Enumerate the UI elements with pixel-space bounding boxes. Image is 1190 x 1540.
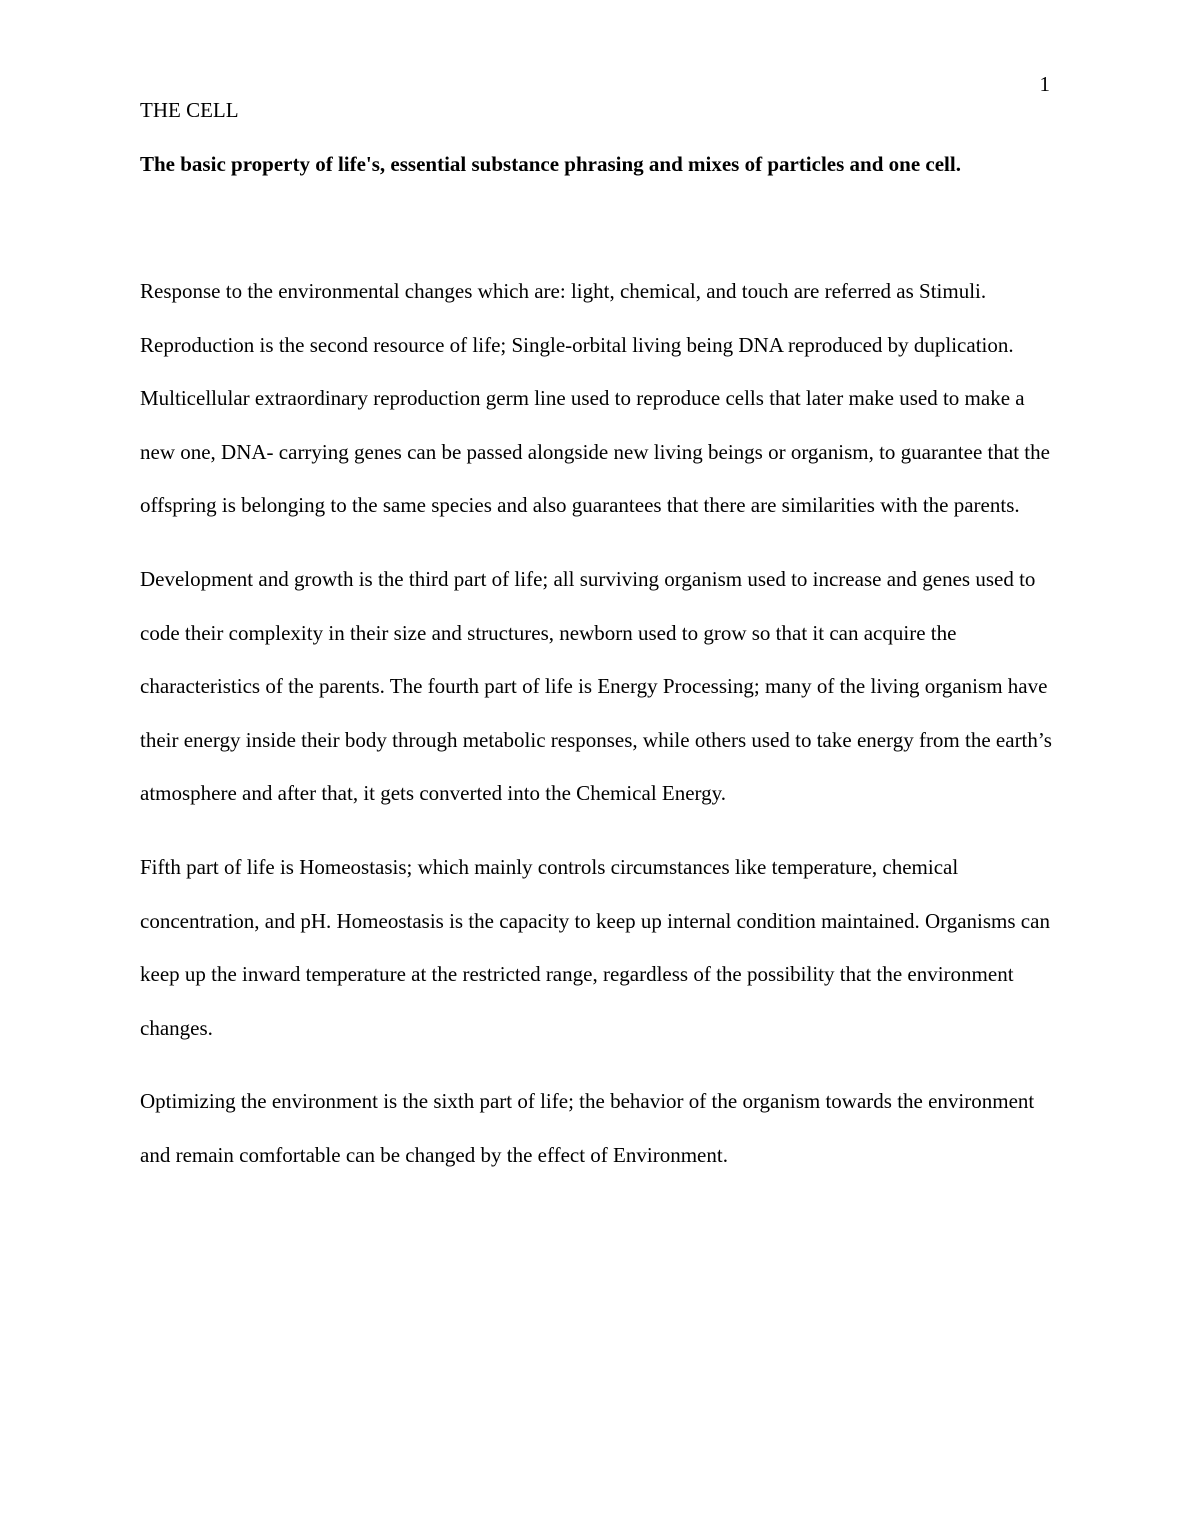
document-body bbox=[140, 265, 1055, 1203]
paragraph-environment: Optimizing the environment is the sixth part of life; the behavior of the organism towards the environment and remain comfortable can be changed by the effect of Environment. bbox=[140, 1089, 1035, 1167]
document-heading: The basic property of life's, essential substance phrasing and mixes of particles and one cell. bbox=[140, 152, 961, 176]
running-head: THE CELL bbox=[140, 98, 239, 122]
page-number: 1 bbox=[1039, 72, 1050, 96]
paragraph-homeostasis: Fifth part of life is Homeostasis; which mainly controls circumstances like temperature, chemical concentration, and pH. Homeostasis is the capacity to keep up internal condition maintained. Organisms can keep up the inward temperature at the restricted range, regardless of the possibility that the environment changes. bbox=[140, 854, 1050, 1040]
paragraph-stimuli-reproduction: Response to the environmental changes which are: light, chemical, and touch are referred as Stimuli. Reproduction is the second resource of life; Single-orbital living being DNA reproduced by duplication. Multicellular extraordinary reproduction germ line used to reproduce cells that later make used to make a new one, DNA- carrying genes can be passed alongside new living beings or organism, to guarantee that the offspring is belonging to the same species and also guarantees that there are similarities with the parents. bbox=[140, 279, 1050, 518]
paragraph-growth-energy: Development and growth is the third part of life; all surviving organism used to increase and genes used to code their complexity in their size and structures, newborn used to grow so that it can acquire the characteristics of the parents. The fourth part of life is Energy Processing; many of the living organism have their energy inside their body through metabolic responses, while others used to take energy from the earth’s atmosphere and after that, it gets converted into the Chemical Energy. bbox=[140, 566, 1052, 806]
